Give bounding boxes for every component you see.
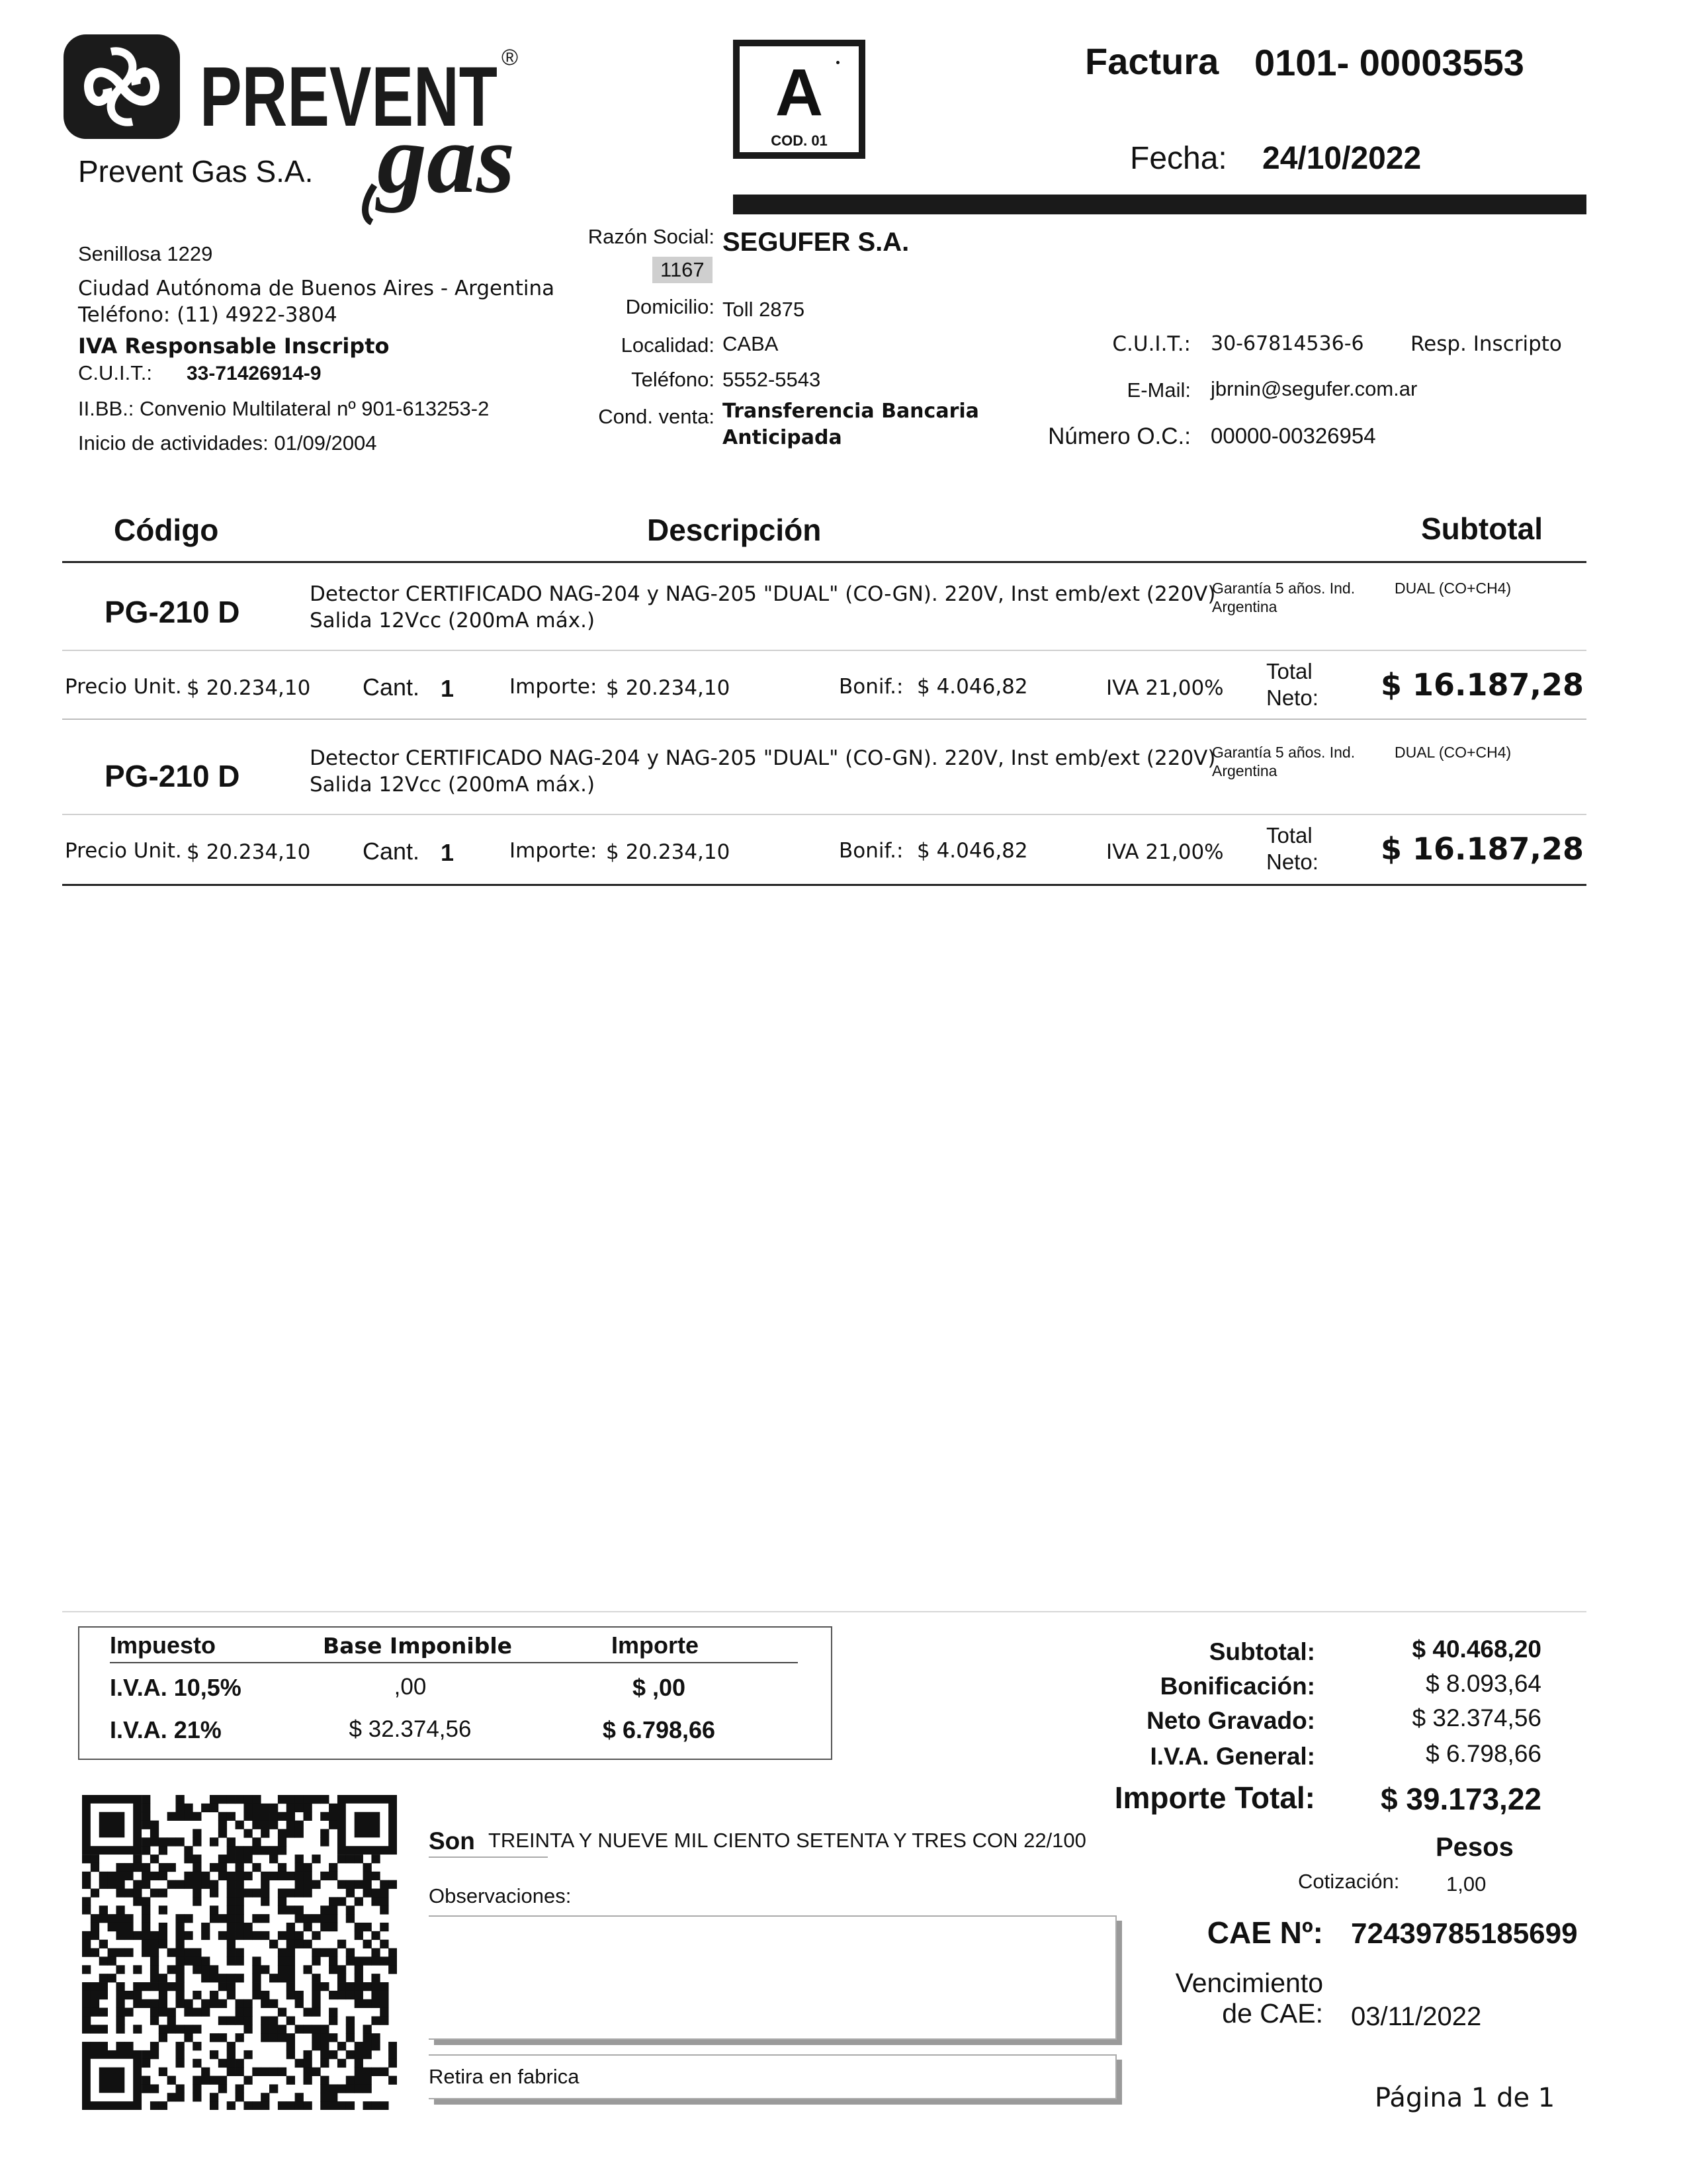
invoice-number: 0101- 00003553 [1254,42,1524,83]
client-cond-line2: Anticipada [722,426,842,449]
item-warranty-line1: Garantía 5 años. Ind. [1212,744,1356,761]
tax-row-name: I.V.A. 10,5% [110,1674,241,1701]
tax-row-base: ,00 [394,1674,427,1700]
invoice-type-letter: A [775,56,824,130]
items-header-subtotal: Subtotal [1421,511,1543,546]
tax-header-line [110,1662,798,1663]
totals-iva-label: I.V.A. General: [1150,1743,1315,1770]
totals-bonif: $ 8.093,64 [1426,1670,1541,1697]
invoice-date-label: Fecha: [1130,141,1227,176]
client-resp: Resp. Inscripto [1410,332,1562,356]
totals-total-label: Importe Total: [1114,1780,1315,1815]
item-description-line2: Salida 12Vcc (200mA máx.) [310,609,595,633]
client-razon: SEGUFER S.A. [722,228,910,257]
item-importe: $ 20.234,10 [606,840,730,864]
client-telefono: 5552-5543 [722,368,821,391]
invoice-type-code: COD. 01 [771,132,828,149]
company-city: Ciudad Autónoma de Buenos Aires - Argentina [78,277,555,300]
items-header-description: Descripción [647,513,822,547]
totals-bonif-label: Bonificación: [1160,1673,1315,1700]
item-description-line2: Salida 12Vcc (200mA máx.) [310,773,595,797]
item-row-separator [62,814,1586,815]
item-code: PG-210 D [105,595,240,629]
item-unit-price: $ 20.234,10 [187,676,311,700]
cae-venc-date: 03/11/2022 [1351,2002,1482,2031]
company-name: Prevent Gas S.A. [78,154,314,189]
item-description-line1: Detector CERTIFICADO NAG-204 y NAG-205 "DUAL" (CO-GN). 220V, Inst emb/ext (220V) [310,582,1216,606]
client-code: 1167 [652,257,713,283]
totals-total: $ 39.173,22 [1380,1782,1541,1816]
footer-top-line [62,1611,1586,1612]
item-warranty-line2: Argentina [1212,762,1277,779]
tax-row-name: I.V.A. 21% [110,1716,222,1743]
client-oc-label: Número O.C.: [1048,423,1191,449]
item-total-label-line1: Total [1266,659,1313,683]
totals-subtotal-label: Subtotal: [1209,1638,1315,1665]
observaciones-box [429,1915,1117,2040]
client-email-label: E-Mail: [1127,378,1191,402]
client-cond-line1: Transferencia Bancaria [722,400,979,423]
company-iibb: II.BB.: Convenio Multilateral nº 901-613253-2 [78,397,490,420]
item-bonif: $ 4.046,82 [917,675,1028,699]
retira-box [429,2054,1117,2099]
company-cuit: 33-71426914-9 [187,363,322,384]
item-qty: 1 [441,675,454,702]
qr-code [82,1795,397,2110]
totals-cotizacion-label: Cotización: [1298,1870,1400,1893]
item-qty-label: Cant. [363,838,420,865]
totals-iva: $ 6.798,66 [1426,1740,1541,1767]
client-cond-label: Cond. venta: [598,405,714,428]
item-row-separator [62,650,1586,651]
items-end-line [62,884,1586,886]
logo-script: gas [377,104,515,214]
cae-number: 72439785185699 [1351,1917,1578,1950]
observaciones-label: Observaciones: [429,1884,572,1907]
company-cuit-label: C.U.I.T.: [78,361,152,384]
tax-header-importe: Importe [611,1632,699,1659]
item-warranty-line2: Argentina [1212,598,1277,615]
totals-neto-label: Neto Gravado: [1146,1707,1315,1734]
page-number: Página 1 de 1 [1375,2083,1555,2113]
client-telefono-label: Teléfono: [631,368,714,391]
totals-cotizacion: 1,00 [1446,1872,1487,1896]
item-bonif-label: Bonif.: [839,675,904,699]
logo-text: PREVENT [200,50,497,144]
client-oc: 00000-00326954 [1211,423,1376,448]
client-email: jbrnin@segufer.com.ar [1211,377,1418,400]
item-total: $ 16.187,28 [1380,667,1584,703]
client-localidad-label: Localidad: [621,333,714,357]
item-type: DUAL (CO+CH4) [1395,580,1512,597]
son-underline [429,1856,548,1858]
item-qty-label: Cant. [363,674,420,701]
invoice-title: Factura [1085,40,1219,82]
item-total-label-line2: Neto: [1266,850,1319,874]
company-start: Inicio de actividades: 01/09/2004 [78,431,377,455]
retira-text: Retira en fabrica [429,2065,580,2088]
item-total: $ 16.187,28 [1380,831,1584,867]
item-bonif-label: Bonif.: [839,839,904,863]
client-cuit-label: C.U.I.T.: [1112,332,1191,356]
totals-currency: Pesos [1436,1833,1514,1862]
item-code: PG-210 D [105,759,240,793]
item-iva: IVA 21,00% [1106,840,1224,864]
client-razon-label: Razón Social: [587,225,714,248]
tax-row-amount: $ ,00 [632,1674,686,1701]
header-bar [733,195,1586,214]
tax-header-impuesto: Impuesto [110,1632,216,1659]
item-unit-price: $ 20.234,10 [187,840,311,864]
totals-neto: $ 32.374,56 [1412,1704,1541,1731]
tax-header-base: Base Imponible [323,1633,513,1659]
items-header-line [62,561,1586,563]
company-logo-icon [64,34,180,139]
item-unit-label: Precio Unit. [65,839,182,863]
son-text: TREINTA Y NUEVE MIL CIENTO SETENTA Y TRES CON 22/100 [488,1829,1086,1852]
client-domicilio: Toll 2875 [722,298,805,321]
invoice-date: 24/10/2022 [1262,141,1422,176]
item-row-separator [62,719,1586,720]
item-type: DUAL (CO+CH4) [1395,744,1512,761]
invoice-type-box [733,40,865,159]
item-description-line1: Detector CERTIFICADO NAG-204 y NAG-205 "DUAL" (CO-GN). 220V, Inst emb/ext (220V) [310,746,1216,770]
tax-row-amount: $ 6.798,66 [602,1716,716,1743]
tax-row-base: $ 32.374,56 [349,1716,472,1742]
son-label: Son [429,1827,475,1855]
cae-venc-label-line1: Vencimiento [1175,1968,1323,1998]
client-localidad: CABA [722,332,779,355]
logo-registered-mark: ® [501,45,519,70]
item-iva: IVA 21,00% [1106,676,1224,700]
item-bonif: $ 4.046,82 [917,839,1028,863]
item-qty: 1 [441,839,454,866]
item-total-label-line1: Total [1266,823,1313,848]
cae-venc-label-line2: de CAE: [1222,1998,1323,2029]
client-domicilio-label: Domicilio: [625,295,714,318]
item-unit-label: Precio Unit. [65,675,182,699]
totals-subtotal: $ 40.468,20 [1412,1636,1541,1663]
company-logo-wordmark [198,26,542,225]
cae-label: CAE Nº: [1207,1915,1323,1950]
client-cuit: 30-67814536-6 [1211,332,1364,355]
company-iva-condition: IVA Responsable Inscripto [78,333,390,359]
item-importe-label: Importe: [509,675,597,699]
item-importe: $ 20.234,10 [606,676,730,700]
item-warranty-line1: Garantía 5 años. Ind. [1212,580,1356,597]
items-header-code: Código [114,513,219,547]
item-total-label-line2: Neto: [1266,685,1319,710]
company-address: Senillosa 1229 [78,242,213,265]
item-importe-label: Importe: [509,839,597,863]
company-phone: Teléfono: (11) 4922-3804 [78,303,337,327]
